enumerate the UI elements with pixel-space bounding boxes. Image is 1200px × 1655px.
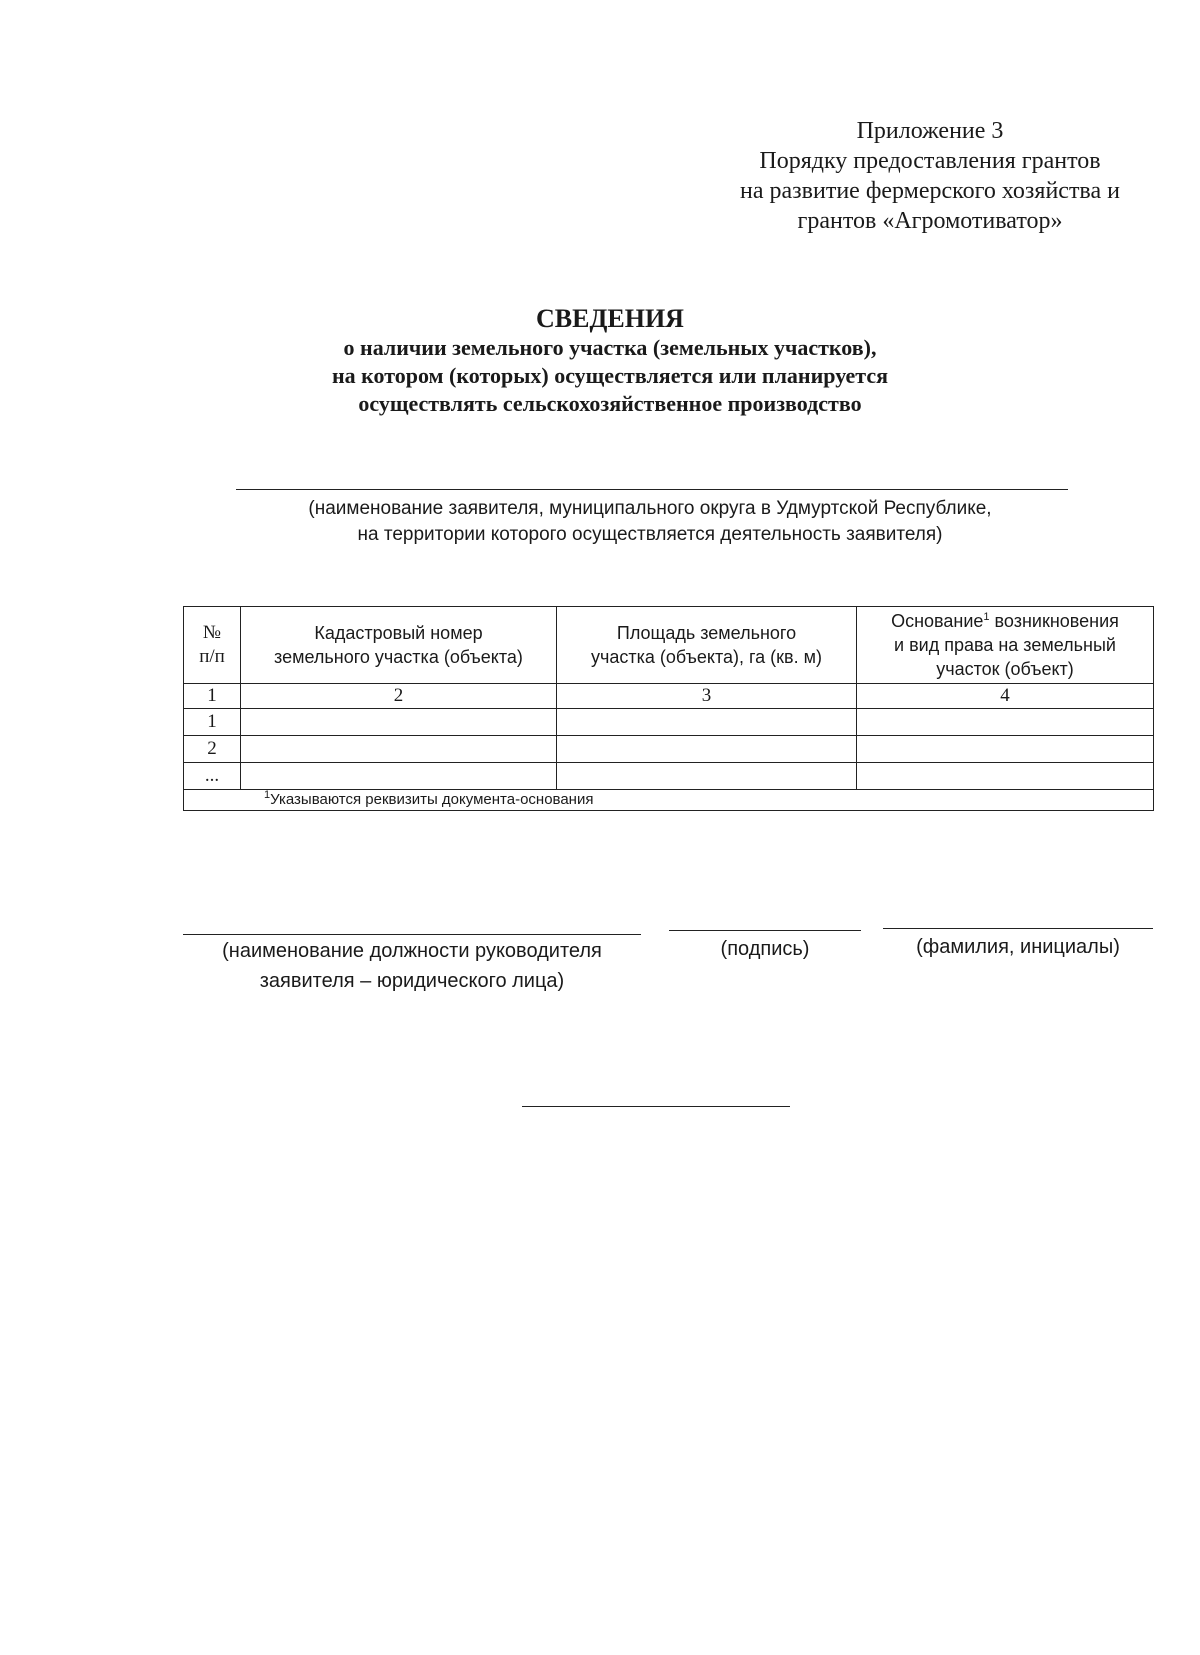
applicant-name-line[interactable] [236, 489, 1068, 490]
land-plots-table [183, 606, 1154, 811]
caption-line: на территории которого осуществляется деятельность заявителя) [357, 524, 943, 545]
header-text: возникновения [989, 611, 1119, 631]
header-text: участка (объекта), га (кв. м) [590, 647, 822, 667]
table-row [184, 709, 1154, 736]
header-text: № [202, 622, 222, 643]
position-line[interactable] [183, 934, 641, 935]
header-text: и вид права на земельный [894, 635, 1116, 655]
caption-line: (наименование должности руководителя [222, 940, 602, 962]
signature-line[interactable] [669, 930, 861, 931]
signature-caption: (подпись) [720, 938, 810, 960]
position-caption [183, 936, 641, 996]
annex-line: Приложение 3 [856, 118, 1004, 144]
column-index: 3 [557, 684, 857, 709]
table-footnote-row [184, 790, 1154, 811]
caption-line: (наименование заявителя, муниципального округа в Удмуртской Республике, [308, 498, 992, 519]
table-footnote [184, 790, 1154, 811]
basis-cell[interactable] [857, 709, 1154, 736]
header-basis [857, 607, 1154, 684]
area-cell[interactable] [557, 763, 857, 790]
basis-cell[interactable] [857, 763, 1154, 790]
document-heading [220, 304, 1000, 418]
heading-line: осуществлять сельскохозяйственное производство [358, 391, 862, 416]
heading-line: на котором (которых) осуществляется или планируется [331, 363, 889, 388]
column-index: 1 [184, 684, 241, 709]
area-cell[interactable] [557, 709, 857, 736]
cadastral-cell[interactable] [241, 736, 557, 763]
cadastral-cell[interactable] [241, 709, 557, 736]
table-header-row [184, 607, 1154, 684]
heading-line: о наличии земельного участка (земельных участков), [343, 335, 877, 360]
header-text: Основание [891, 611, 984, 631]
caption-line: заявителя – юридического лица) [259, 970, 565, 992]
footnote-mark: 1 [983, 611, 990, 623]
header-text: Кадастровый номер [314, 623, 483, 643]
header-area [557, 607, 857, 684]
annex-reference [660, 116, 1200, 236]
header-cadastral-number [241, 607, 557, 684]
row-number: 1 [184, 709, 241, 736]
column-index: 2 [241, 684, 557, 709]
name-line[interactable] [883, 928, 1153, 929]
header-text: Площадь земельного [616, 623, 797, 643]
column-index-row [184, 684, 1154, 709]
annex-line: на развитие фермерского хозяйства и [740, 178, 1120, 204]
header-text: земельного участка (объекта) [274, 647, 523, 667]
row-number: 2 [184, 736, 241, 763]
header-text: п/п [199, 646, 225, 667]
area-cell[interactable] [557, 736, 857, 763]
footnote-mark: 1 [264, 789, 271, 801]
table-row [184, 736, 1154, 763]
column-index: 4 [857, 684, 1154, 709]
footnote-text: Указываются реквизиты документа-основания [270, 791, 594, 808]
name-caption: (фамилия, инициалы) [916, 936, 1120, 958]
applicant-caption [220, 496, 1080, 548]
basis-cell[interactable] [857, 736, 1154, 763]
header-number [184, 607, 241, 684]
document-title: СВЕДЕНИЯ [536, 304, 684, 333]
annex-line: Порядку предоставления грантов [759, 148, 1101, 174]
table-row [184, 763, 1154, 790]
annex-line: грантов «Агромотиватор» [797, 208, 1063, 234]
header-text: участок (объект) [936, 659, 1074, 679]
cadastral-cell[interactable] [241, 763, 557, 790]
row-number: ... [184, 763, 241, 790]
closing-separator-line [522, 1106, 790, 1107]
